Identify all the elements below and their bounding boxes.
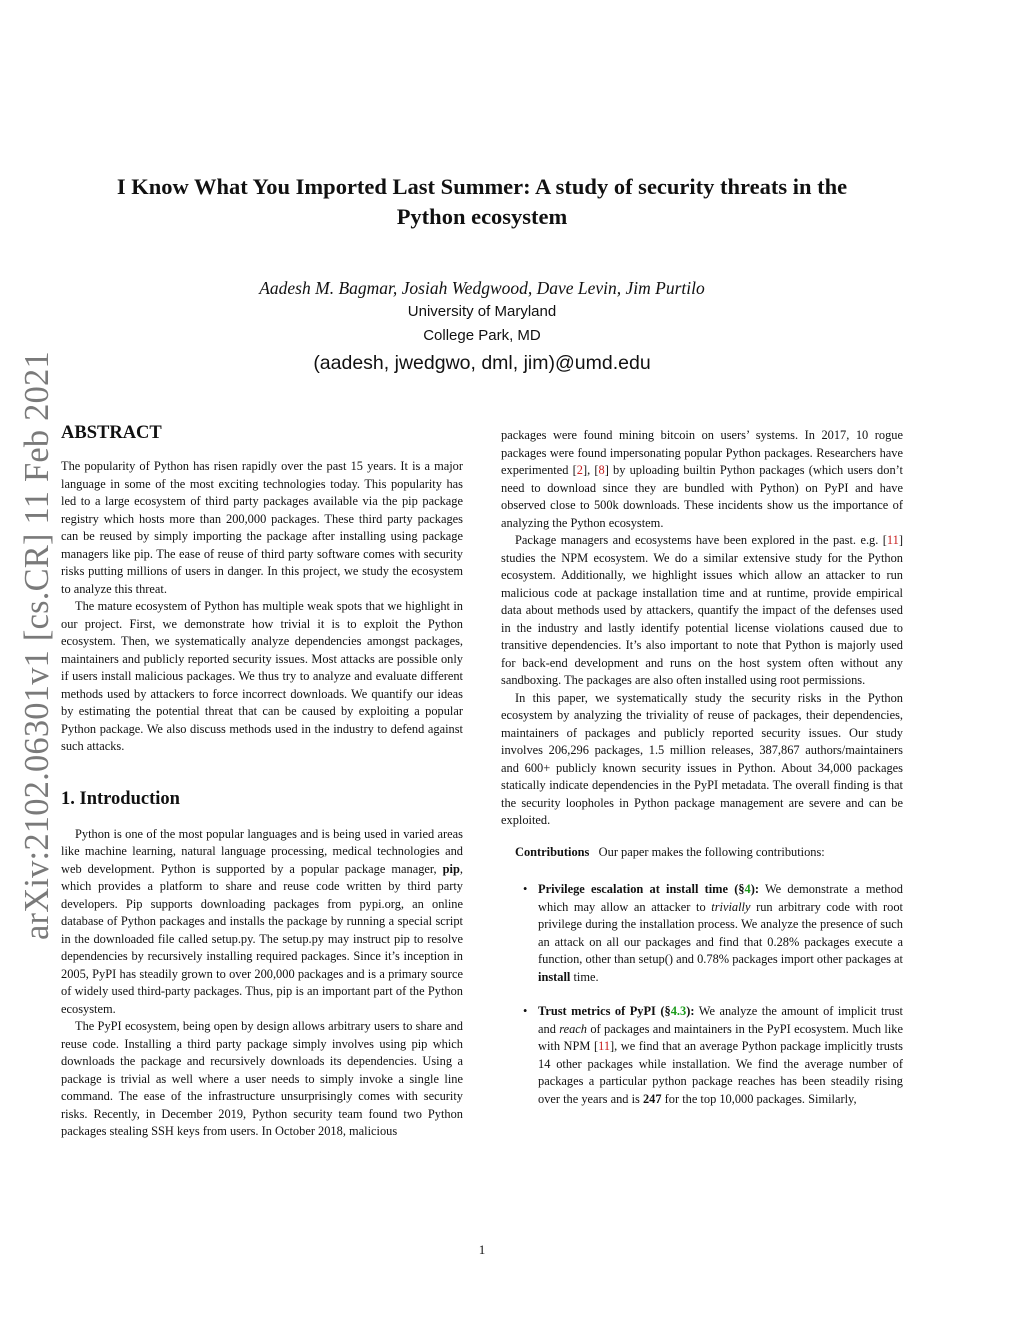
intro-paragraph-5: In this paper, we systematically study the security risks in the Python ecosystem by analyzing the triviality of reuse of packages, their dependencies, maintainers of packages and publicly reported security issues. Our study involves 206,296 packages, 1.5 million releases, 387,867 authors/maintainers and 600+ publicly known security issues in Python. About 34,000 packages statically indicate dependencies in the PyPI metadata. The overall finding is that the security loopholes in Python package management are severe and can be exploited. [501, 690, 903, 827]
arxiv-sidebar-stamp: arXiv:2102.06301v1 [cs.CR] 11 Feb 2021 [18, 351, 56, 940]
intro-paragraph-4: Package managers and ecosystems have been explored in the past. e.g. [11] studies the NPM ecosystem. We do a similar extensive study for the Python ecosystem. Additionally, we highlight issues which allow an attacker to run malicious code at package installation time and at runtime, provide empirical data about methods used by attackers, quantify the impact of the defenses used in the industry and lastly identify potential license violations caused due to transitive dependencies. It’s also important to note that Python is majorly used for back-end development and runs on the host system often without any sandboxing. The packages are also often installed using root permissions. [501, 533, 903, 687]
contributions-paragraph: Contributions Our paper makes the following contributions: [515, 844, 825, 859]
author-emails: (aadesh, jwedgwo, dml, jim)@umd.edu [313, 352, 651, 374]
bullet-icon: • [523, 1004, 528, 1018]
contributions-label: Contributions [515, 844, 590, 859]
intro-paragraph-1: Python is one of the most popular languages and is being used in varied areas like machine learning, natural language processing, medical technologies and web development. Python is supported by a popular package manager, pip, which provides a platform to share and reuse code written by third party developers. Pip supports downloading packages from pypi.org, an online database of Python packages and installs the package by running a special script in the downloaded file called setup.py. The setup.py may instruct pip to resolve dependencies by recursively installing required packages. Since it’s inception in 2005, PyPI has steadily grown to over 200,000 packages and is a primary source of widely used third-party packages. Thus, pip is an important part of the Python ecosystem. [61, 826, 463, 1016]
citation-link[interactable]: 11 [598, 1039, 611, 1053]
abstract-paragraph-2: The mature ecosystem of Python has multiple weak spots that we highlight in our project. First, we demonstrate how trivial it is to exploit the Python ecosystem. Then, we systematically analyze dependencies amongst packages, maintainers and publicly reported security issues. Most attacks are possible only if users install malicious packages. We thus try to analyze and evaluate different methods used by attackers to force incorrect downloads. We quantify our ideas by estimating the potential threat that can be caused by exploiting a popular Python package. We also discuss methods used in the industry to defend against such attacks. [61, 599, 463, 753]
introduction-heading: 1. Introduction [61, 788, 180, 809]
contribution-item: • Privilege escalation at install time (§4): We demonstrate a method which may allow an attacker to trivially run arbitrary code with root privilege during the installation process. We analyze the presence of such an attack on all our packages and find that 0.28% packages execute a function, other than setup() and 0.78% packages import other packages at install time. [523, 882, 903, 984]
paper-title: I Know What You Imported Last Summer: A study of security threats in the Python ecosystem [116, 174, 848, 229]
citation-link[interactable]: 2 [576, 463, 583, 477]
abstract-paragraph-1: The popularity of Python has risen rapidly over the past 15 years. It is a major language in some of the most exciting technologies today. This popularity has led to a large ecosystem of third party packages available via the pip package registry which hosts more than 200,000 packages. These third party packages can be reused by simply importing the package after installing using package managers like pip. The ease of reuse of third party software comes with security risks putting millions of users in danger. In this project, we study the ecosystem to analyze this threat. [61, 459, 463, 596]
affiliation-university: University of Maryland [407, 303, 557, 320]
abstract-heading: ABSTRACT [61, 423, 162, 443]
author-list: Aadesh M. Bagmar, Josiah Wedgwood, Dave Levin, Jim Purtilo [259, 278, 705, 298]
section-link[interactable]: 4 [744, 882, 751, 896]
contributions-list [501, 881, 903, 1108]
bullet-icon: • [523, 882, 528, 896]
section-link[interactable]: 4.3 [670, 1004, 687, 1018]
contribution-item: • Trust metrics of PyPI (§4.3): We analyze the amount of implicit trust and reach of packages and maintainers in the PyPI ecosystem. Much like with NPM [11], we find that an average Python package implicitly trusts 14 other packages while installation. We find the average number of packages a particular python package reaches has been steadily rising over the years and is 247 for the top 10,000 packages. Similarly, [523, 1004, 903, 1106]
citation-link[interactable]: 11 [886, 533, 899, 547]
pip-term: pip [442, 861, 460, 876]
intro-paragraph-2: The PyPI ecosystem, being open by design allows arbitrary users to share and reuse code. Installing a third party package simply involves using pip which downloads the package and recursively downloads its dependencies. Using a package is trivial as well where a user needs to simply invoke a single line command. The ease of the infrastructure unsurprisingly comes with security risks. Recently, in December 2019, Python security team found two Python packages stealing SSH keys from users. In October 2018, malicious [61, 1019, 463, 1138]
citation-link[interactable]: 8 [598, 463, 605, 477]
page-number: 1 [478, 1242, 486, 1257]
affiliation-location: College Park, MD [423, 327, 541, 344]
right-column [501, 427, 903, 1108]
intro-paragraph-3: packages were found mining bitcoin on users’ systems. In 2017, 10 rogue packages were found impersonating popular Python packages. Researchers have experimented [2], [8] by uploading builtin Python packages (which users don’t need to download since they are bundled with Python) on PyPI and have observed close to 500k downloads. These incidents show us the importance of analyzing the Python ecosystem. [501, 428, 903, 530]
left-column [61, 421, 463, 1141]
